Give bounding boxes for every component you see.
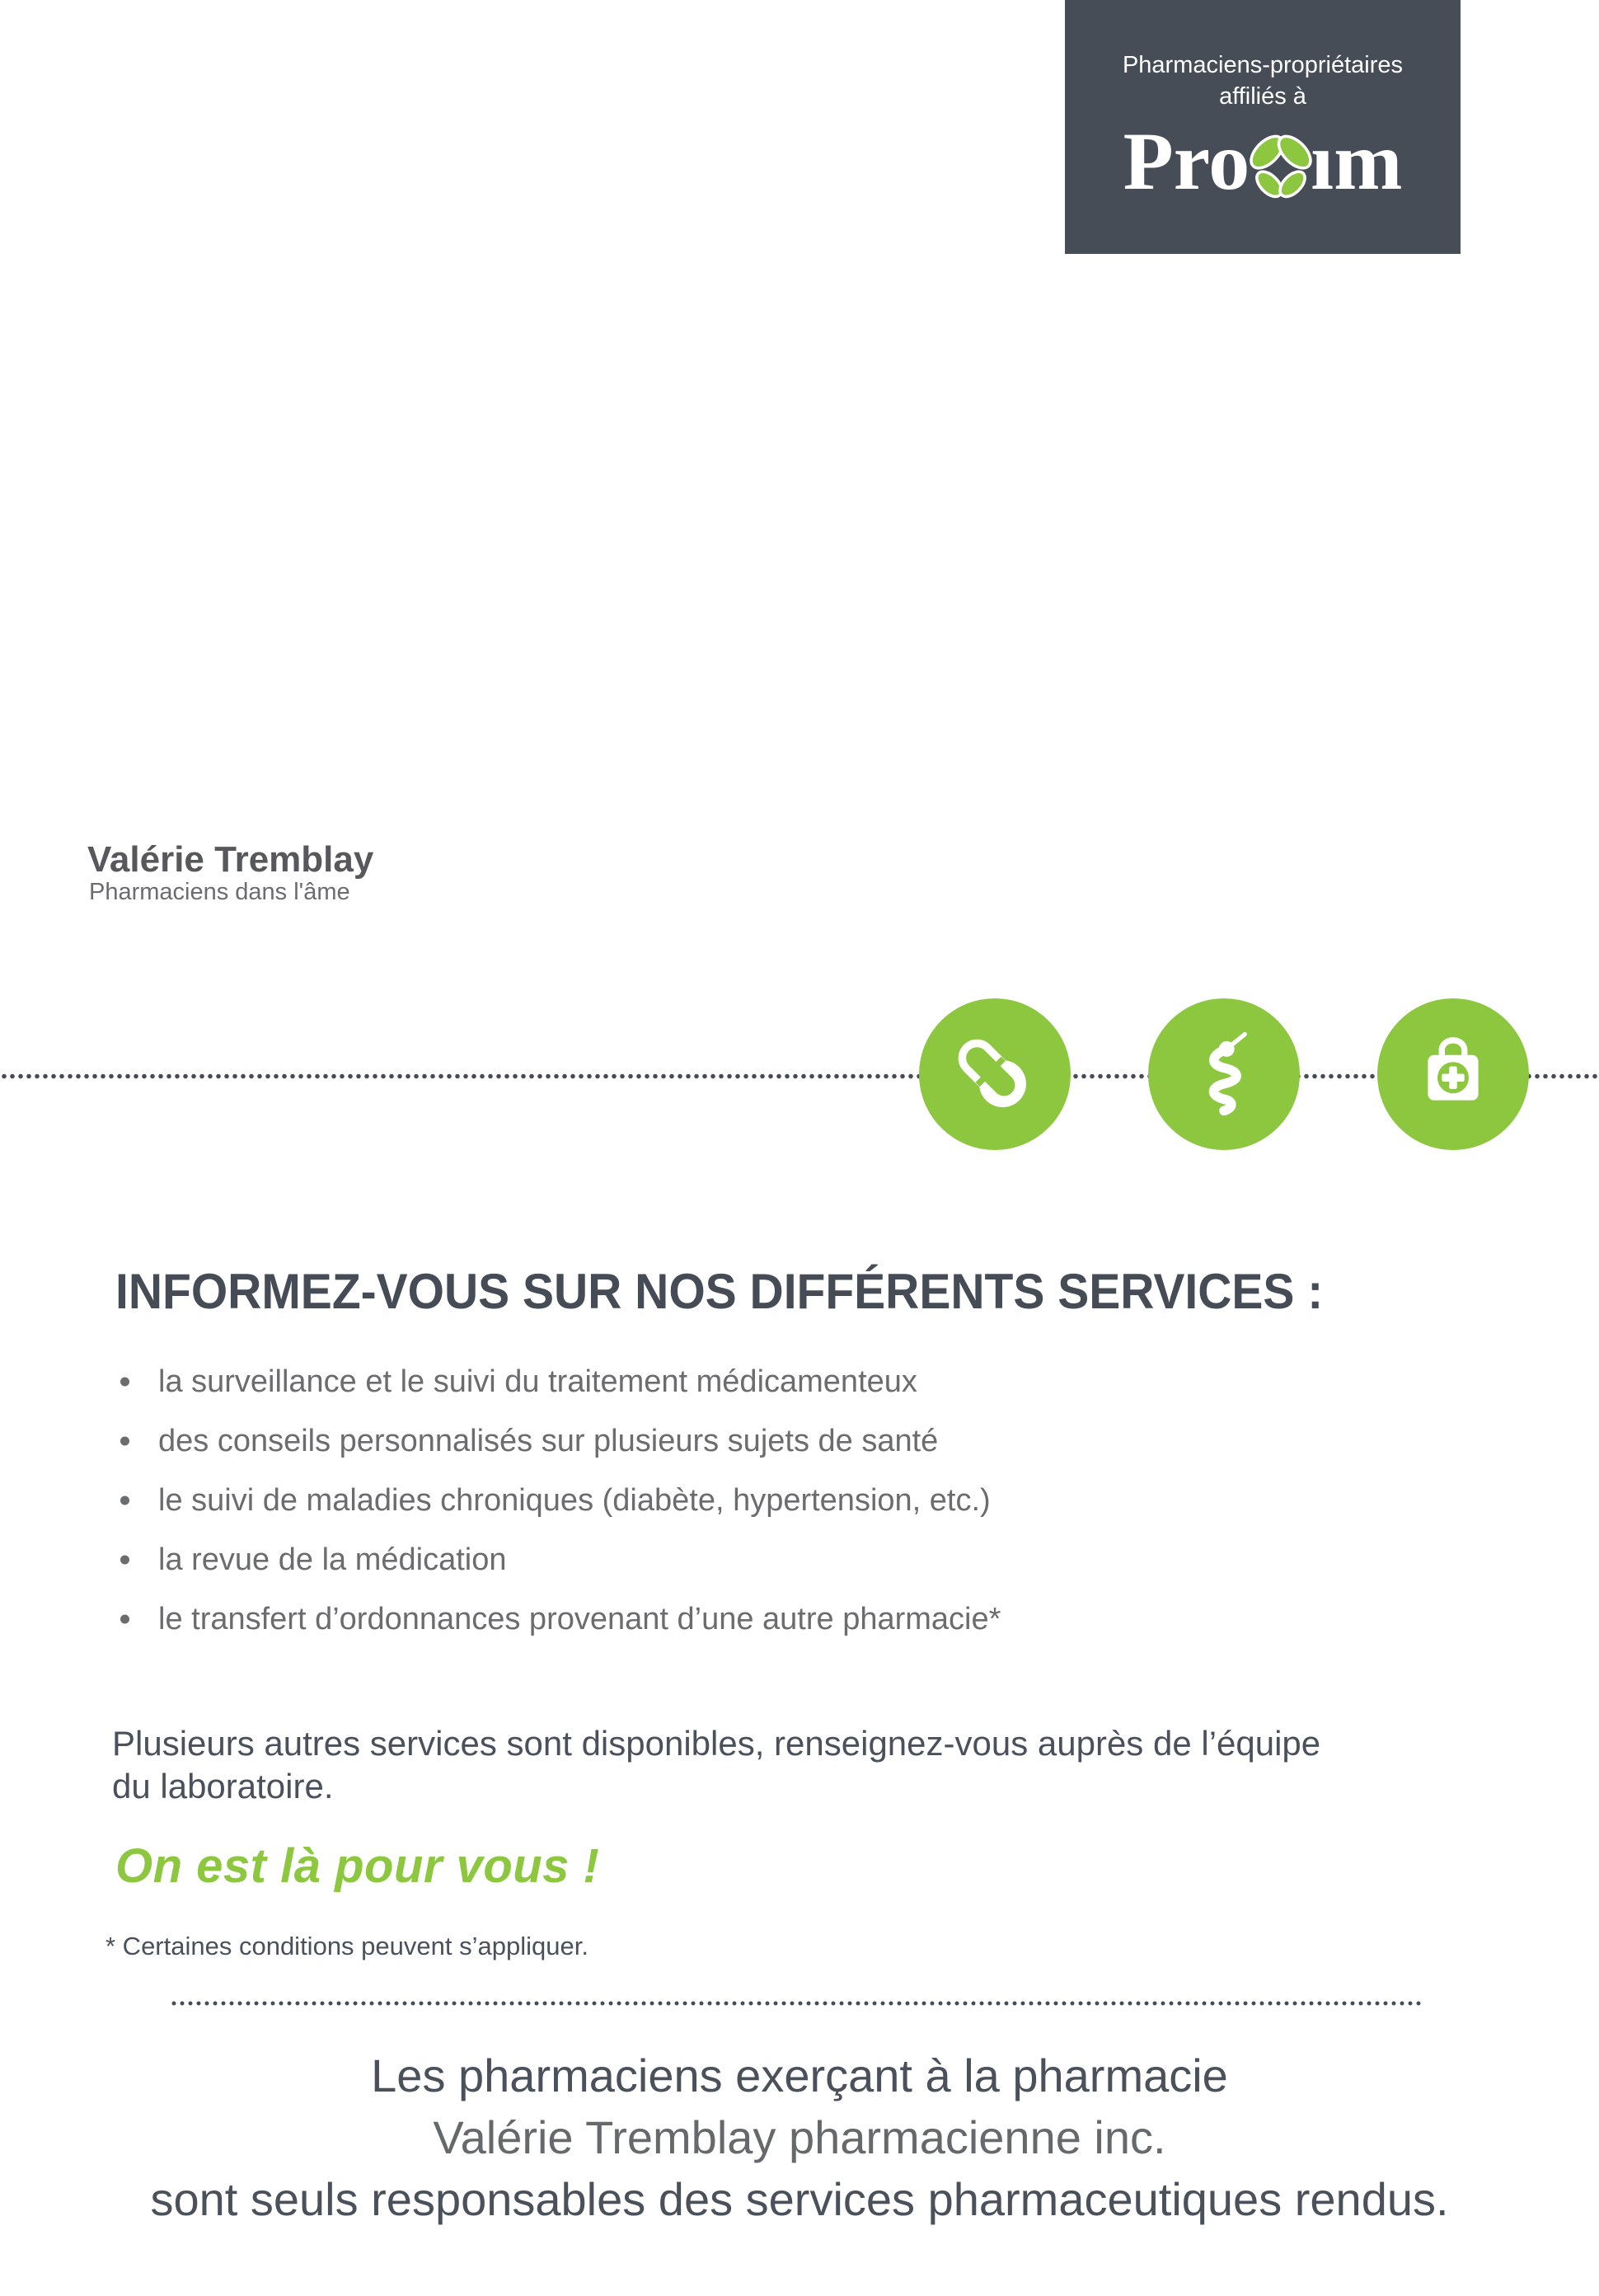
footer-disclaimer bbox=[0, 2045, 1599, 2230]
more-services-paragraph bbox=[112, 1722, 1320, 1808]
footer-line1: Les pharmaciens exerçant à la pharmacie bbox=[371, 2049, 1228, 2101]
first-aid-kit-icon-circle bbox=[1377, 998, 1529, 1150]
asclepius-icon-circle bbox=[1148, 998, 1300, 1150]
conditions-note: * Certaines conditions peuvent s’appliquer. bbox=[106, 1932, 588, 1960]
proxim-logo-im: ım bbox=[1311, 115, 1403, 207]
affiliation-line2: affiliés à bbox=[1219, 83, 1306, 110]
more-services-line2: du laboratoire. bbox=[112, 1767, 334, 1805]
services-list bbox=[114, 1352, 1433, 1649]
first-aid-kit-icon bbox=[1405, 1026, 1501, 1122]
dotted-separator bbox=[170, 1999, 1423, 2007]
proxim-leaf-x-icon bbox=[1245, 132, 1317, 204]
asclepius-icon bbox=[1176, 1026, 1272, 1122]
proxim-logo bbox=[1065, 115, 1461, 207]
footer-line2: Valérie Tremblay pharmacienne inc. bbox=[433, 2111, 1166, 2163]
dotted-divider bbox=[0, 1072, 1599, 1081]
pharmacy-tagline: Pharmaciens dans l'âme bbox=[89, 879, 350, 905]
service-item: le transfert d’ordonnances provenant d’une autre pharmacie* bbox=[114, 1589, 1433, 1649]
proxim-logo-pro: Pro bbox=[1123, 115, 1250, 207]
pill-icon-circle bbox=[919, 998, 1071, 1150]
affiliation-line1: Pharmaciens-propriétaires bbox=[1122, 52, 1404, 78]
pill-icon bbox=[947, 1026, 1043, 1122]
more-services-line1: Plusieurs autres services sont disponibles, renseignez-vous auprès de l’équipe bbox=[112, 1724, 1321, 1763]
service-item: la revue de la médication bbox=[114, 1530, 1433, 1589]
pharmacy-owner-name: Valérie Tremblay bbox=[87, 839, 374, 880]
service-item: la surveillance et le suivi du traitement médicamenteux bbox=[114, 1352, 1433, 1411]
service-item: le suivi de maladies chroniques (diabète, hypertension, etc.) bbox=[114, 1471, 1433, 1530]
slogan-text: On est là pour vous ! bbox=[115, 1839, 600, 1893]
affiliation-text bbox=[1065, 0, 1461, 112]
affiliation-badge bbox=[1065, 0, 1461, 254]
service-item: des conseils personnalisés sur plusieurs sujets de santé bbox=[114, 1411, 1433, 1471]
footer-line3: sont seuls responsables des services pharmaceutiques rendus. bbox=[150, 2173, 1449, 2225]
services-heading: INFORMEZ-VOUS SUR NOS DIFFÉRENTS SERVICES : bbox=[115, 1264, 1324, 1319]
